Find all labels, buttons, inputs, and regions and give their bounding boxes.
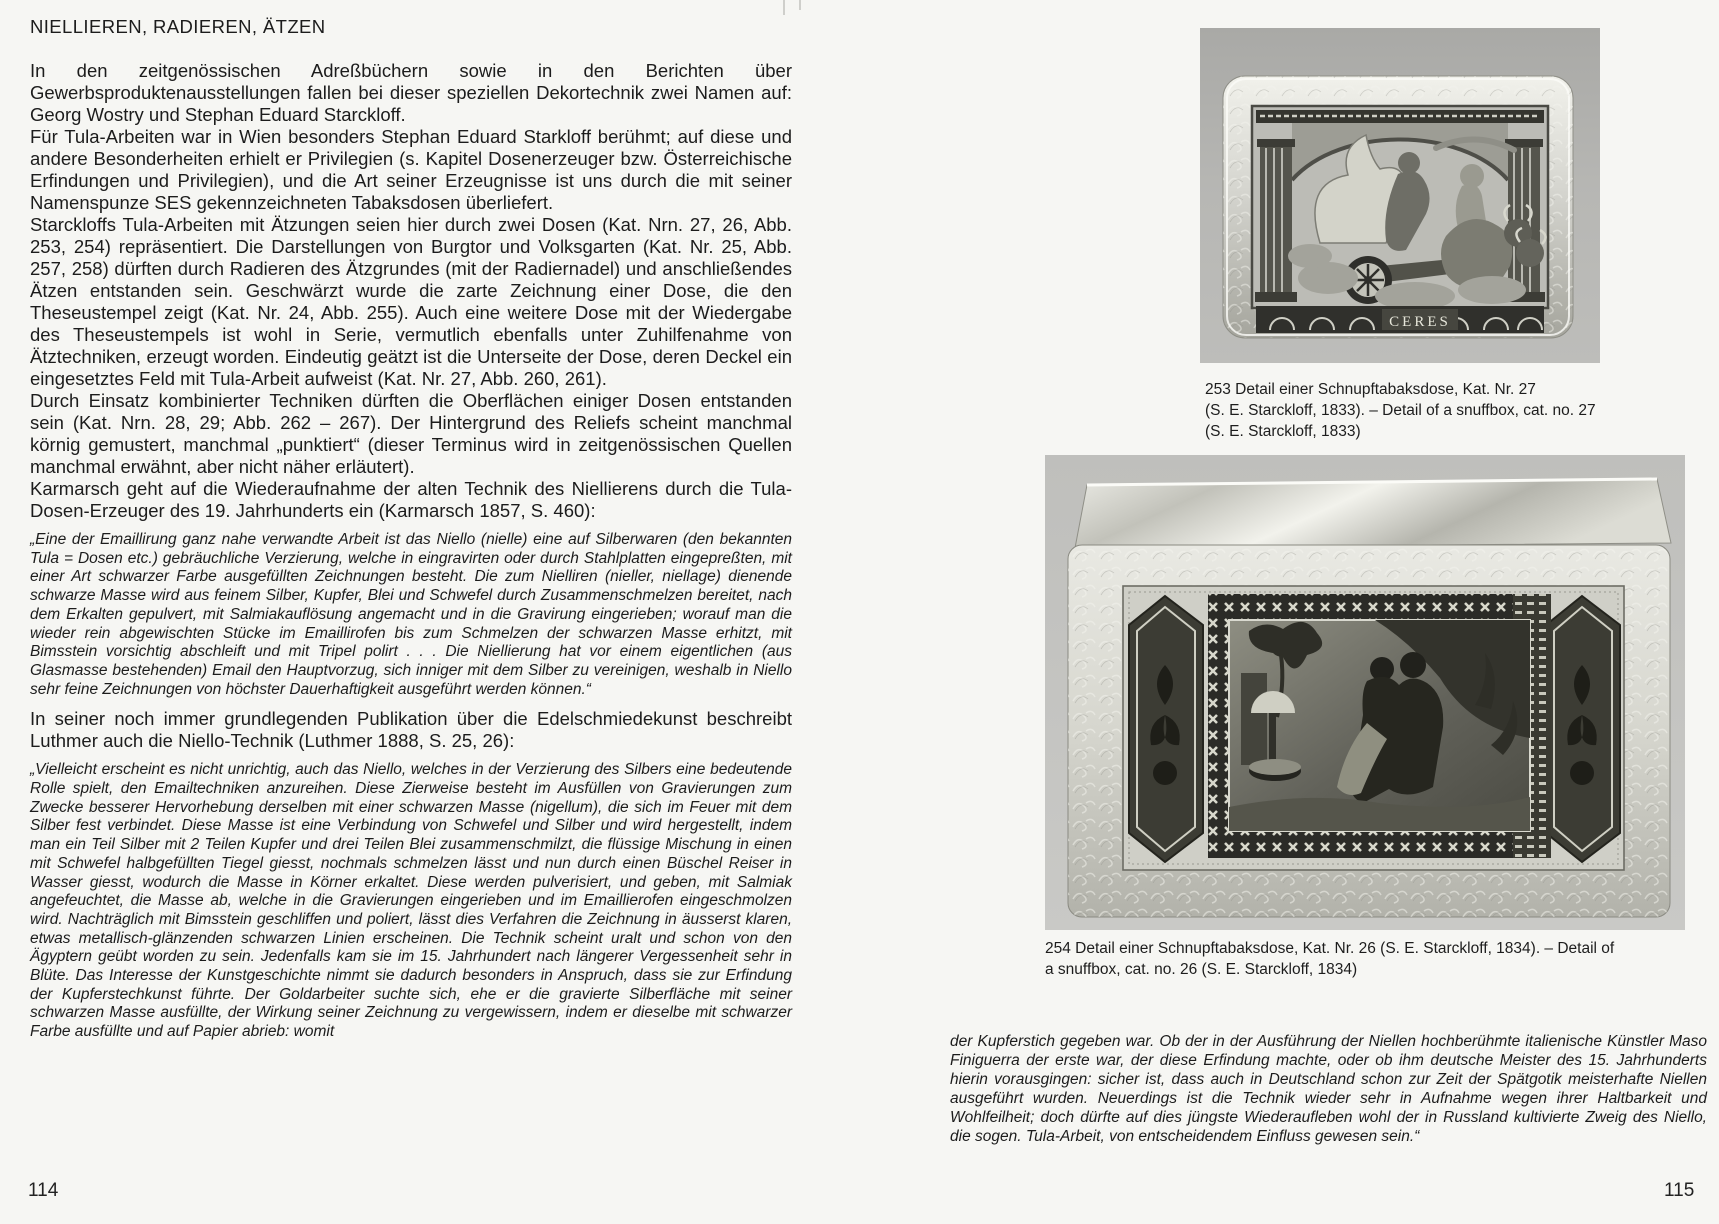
snuffbox-253-illustration: [1200, 28, 1600, 363]
quote-luthmer: „Vielleicht erscheint es nicht unrichtig, auch das Niello, welches in der Verzierung des Silbers eine bedeutende Rolle spielt, den Emailtechniken anzureihen. Diese Zierweise besteht im Ausfüllen von Gravierungen zum Zwecke besserer Hervorhebung derselben mit einer schwarzen Masse (nigellum), die sich im Feuer mit dem Silber fest verbindet. Diese Masse ist eine Verbindung von Schwefel und Silber und wird hergestellt, indem man ein Teil Silber mit 2 Teilen Kupfer und drei Teilen Blei zusammenschmilzt, die flüssige Mischung in einen mit Schwefel halbgefüllten Tiegel giesst, nochmals schmelzen lässt und nun durch einen Büschel Reiser in Wasser giesst, wodurch die Masse in Körner erkaltet. Diese werden pulverisiert, und geben, mit Salmiak angefeuchtet, die Masse ab, welche in die Gravierungen eingerieben und im Emaillierofen eingeschmolzen wird. Nachträglich mit Bimsstein geschliffen und poliert, lässt dies Verfahren die Zeichnung in äusserst klaren, etwas metallisch-glänzenden schwarzen Linien erscheinen. Die Technik scheint uralt und schon von den Ägyptern geübt worden zu sein. Jedenfalls kam sie im 15. Jahrhundert nach längerer Vergessenheit sehr in Blüte. Das Interesse der Kunstgeschichte nimmt sie dadurch besonders in Anspruch, dass sie zur Erfindung der Kupferstechkunst führte. Der Goldarbeiter suchte sich, ehe er die gravierte Silberfläche mit seiner schwarzen Masse ausfüllte, der Wirkung seiner Zeichnung zu vergewissern, indem er dieselbe mit schwarzer Farbe ausfüllte und auf Papier abrieb: womit: [30, 761, 792, 1041]
caption-253-line1: 253 Detail einer Schnupftabaksdose, Kat. Nr. 27: [1205, 381, 1536, 398]
quote-karmarsch: „Eine der Emaillirung ganz nahe verwandte Arbeit ist das Niello (nielle) eine auf Silberwaren (den bekannten Tula = Dosen etc.) gebräuchliche Verzierung, welche in eingravirten oder durch Stahlplatten eingepreßten, mit einer Art schwarzer Farbe ausgefüllten Zeichnungen besteht. Die zum Nielliren (nieller, niellage) dienende schwarze Masse wird aus feinem Silber, Kupfer, Blei und Schwefel durch Zusammenschmelzen bereitet, nach dem Erkalten gepulvert, mit Salmiakauflösung angemacht und in die Gravirung eingerieben; worauf man die wieder rein abgewischten Stücke im Emaillirofen bis zum Schmelzen der schwarzen Masse erhitzt, mit Bimsstein vorsichtig abschleift und mit Tripel polirt . . . Die Niellierung hat vor einem eigentlichen (aus Glasmasse bestehenden) Email den Hauptvorzug, sich inniger mit dem Silber zu vereinigen, weshalb in Niello sehr feine Zeichnungen von höchster Dauerhaftigkeit ausgeführt werden können.“: [30, 531, 792, 698]
paragraph-starckloff-dosen: Starckloffs Tula-Arbeiten mit Ätzungen seien hier durch zwei Dosen (Kat. Nrn. 27, 26, Abb. 253, 254) repräsentiert. Die Darstellungen von Burgtor und Volksgarten (Kat. Nr. 25, Abb. 257, 258) dürften durch Radieren des Ätzgrundes (mit der Radiernadel) und anschließendes Ätzen entstanden sein. Geschwärzt wurde die zarte Zeichnung einer Dose, die den Theseustempel zeigt (Kat. Nr. 24, Abb. 255). Auch eine weitere Dose mit der Wiedergabe des Theseustempels ist wohl in Serie, vermutlich ebenfalls unter Zuhilfenahme von Ätztechniken, erzeugt worden. Eindeutig geätzt ist die Unterseite der Dose, deren Deckel ein eingesetztes Feld mit Tula-Arbeit aufweist (Kat. Nr. 27, Abb. 260, 261).: [30, 214, 792, 389]
left-page: [30, 16, 792, 1051]
caption-253-line2: (S. E. Starckloff, 1833). – Detail of a snuffbox, cat. no. 27: [1205, 402, 1596, 419]
snuffbox-254-illustration: [1045, 455, 1685, 930]
figure-253-caption: [1205, 379, 1675, 442]
figure-254-photo: [1045, 455, 1685, 930]
paragraph-karmarsch-intro: Karmarsch geht auf die Wiederaufnahme der alten Technik des Niellierens durch die Tula-Dosen-Erzeuger des 19. Jahrhunderts ein (Karmarsch 1857, S. 460):: [30, 478, 792, 521]
caption-253-line3: (S. E. Starckloff, 1833): [1205, 423, 1361, 440]
ceres-inscription: CERES: [1389, 314, 1451, 330]
figure-253-photo: [1200, 28, 1600, 363]
bottom-frieze: [1256, 306, 1544, 333]
snuffbox-253-lid: [1223, 76, 1573, 338]
paragraph-tula-privilegien: Für Tula-Arbeiten war in Wien besonders Stephan Eduard Starkloff berühmt; auf diese und andere Besonderheiten erhielt er Privilegien (s. Kapitel Dosenerzeuger bzw. Österreichische Erfindungen und Privilegien), und die Art seiner Erzeugnisse ist uns durch die mit seiner Namenspunze SES gekennzeichneten Tabaksdosen überliefert.: [30, 126, 792, 213]
quote-luthmer-continuation: der Kupferstich gegeben war. Ob der in der Ausführung der Niellen hochberühmte italienische Künstler Maso Finiguerra der erste war, der diese Erfindung machte, oder ob ihm deutsche Meister des 15. Jahrhunderts hierin vorausgingen: sicher ist, dass auch in Deutschland schon zur Zeit der Spätgotik meisterhafte Niellen ausgeführt wurden. Neuerdings ist die Technik wieder sehr in Aufnahme wegen ihrer Haltbarkeit und Wohlfeilheit; doch dürfte auf dies jüngste Wiederaufleben wohl der in Russland kultivierte Zweig des Niello, die sogen. Tula-Arbeit, von entscheidendem Einfluss gewesen sein.“: [950, 1032, 1707, 1145]
page-gutter-marks: [781, 0, 805, 16]
niello-scene: [1229, 620, 1530, 831]
snuffbox-254-body: [1068, 545, 1670, 917]
right-lozenge-panel: [1546, 596, 1620, 862]
snuffbox-254-lid-top: [1075, 479, 1671, 548]
figure-254-caption: [1045, 938, 1690, 980]
paragraph-kombinierte-techniken: Durch Einsatz kombinierter Techniken dürften die Oberflächen einiger Dosen entstanden sein (Kat. Nrn. 28, 29; Abb. 262 – 267). Der Hintergrund des Reliefs scheint manchmal körnig gemustert, manchmal „punktiert“ (dieser Terminus wird in zeitgenössischen Quellen manchmal erwähnt, aber nicht näher erläutert).: [30, 390, 792, 477]
left-column: [1255, 139, 1297, 302]
paragraph-luthmer-intro: In seiner noch immer grundlegenden Publikation über die Edelschmiedekunst beschreibt Luthmer auch die Niello-Technik (Luthmer 1888, S. 25, 26):: [30, 708, 792, 752]
caption-254-line1: 254 Detail einer Schnupftabaksdose, Kat. Nr. 26 (S. E. Starckloff, 1834). – Detail of: [1045, 940, 1615, 957]
page-number-114: 114: [28, 1180, 59, 1201]
paragraph-adressbuecher: In den zeitgenössischen Adreßbüchern sowie in den Berichten über Gewerbsproduktenausstellungen fallen bei dieser speziellen Dekortechnik zwei Namen auf: Georg Wostry und Stephan Eduard Starckloff.: [30, 60, 792, 125]
caption-254-line2: a snuffbox, cat. no. 26 (S. E. Starckloff, 1834): [1045, 961, 1358, 978]
page-number-115: 115: [1664, 1180, 1695, 1201]
chapter-header: NIELLIEREN, RADIEREN, ÄTZEN: [30, 16, 326, 37]
left-lozenge-panel: [1129, 596, 1203, 862]
